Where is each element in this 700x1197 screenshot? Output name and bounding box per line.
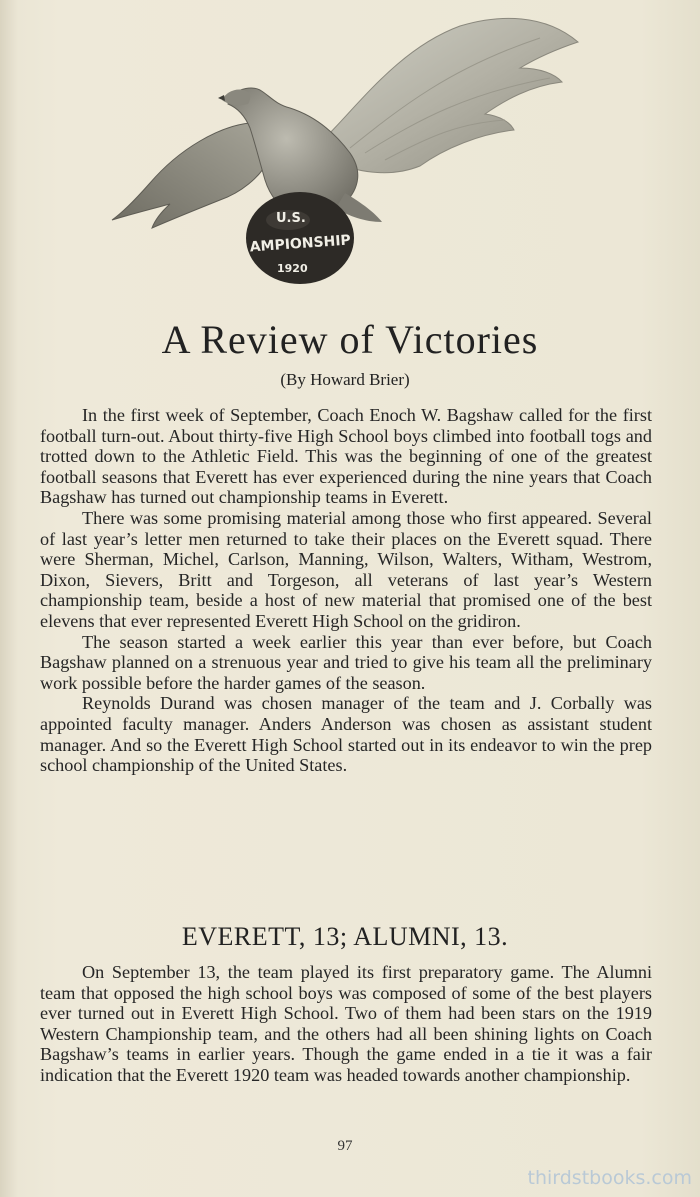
eagle-left-wing: [112, 123, 270, 228]
paragraph: On September 13, the team played its first preparatory game. The Alumni team that opposed the high school boys was composed of some of the best players ever turned out in Everett High School. Two of them had been stars on the 1919 Western Championship team, and the others had all been shining lights on Coach Bagshaw’s teams in earlier years. Though the game ended in a tie it was a fair indication that the Everett 1920 team was headed towards another championship.: [40, 962, 652, 1085]
article-body: [40, 405, 652, 776]
paragraph: In the first week of September, Coach Enoch W. Bagshaw called for the first football turn-out. About thirty-five High School boys climbed into football togs and trotted down to the Athletic Field. This was the beginning of one of the greatest football seasons that Everett has ever experienced during the nine years that Coach Bagshaw has turned out championship teams in Everett.: [40, 405, 652, 508]
emblem-text-us: U.S.: [276, 211, 306, 226]
emblem-text-championship: AMPIONSHIP: [249, 232, 352, 256]
eagle-trophy-emblem: [100, 8, 590, 298]
watermark: thirdstbooks.com: [527, 1167, 692, 1189]
paragraph: The season started a week earlier this year than ever before, but Coach Bagshaw planned on a strenuous year and tried to give his team all the preliminary work possible before the harder games of the season.: [40, 631, 652, 693]
section-body: [40, 962, 652, 1086]
paragraph: There was some promising material among those who first appeared. Several of last year’s letter men returned to take their places on the Everett squad. There were Sherman, Michel, Carlson, Manning, Wilson, Walters, Witham, Westrom, Dixon, Sievers, Britt and Torgeson, all veterans of last year’s Western championship team, beside a host of new material that promised one of the best elevens that ever represented Everett High School on the gridiron.: [40, 507, 652, 631]
emblem-text-year: 1920: [277, 262, 308, 275]
page-number: 97: [337, 1138, 353, 1154]
section-heading: EVERETT, 13; ALUMNI, 13.: [181, 922, 509, 951]
page-title: A Review of Victories: [161, 317, 539, 362]
eagle-right-wing: [325, 18, 578, 172]
paragraph: Reynolds Durand was chosen manager of the team and J. Corbally was appointed faculty manager. Anders Anderson was chosen as assistant student manager. And so the Everett High School started out in its endeavor to win the prep school championship of the United States.: [40, 693, 652, 776]
byline: (By Howard Brier): [280, 370, 410, 389]
